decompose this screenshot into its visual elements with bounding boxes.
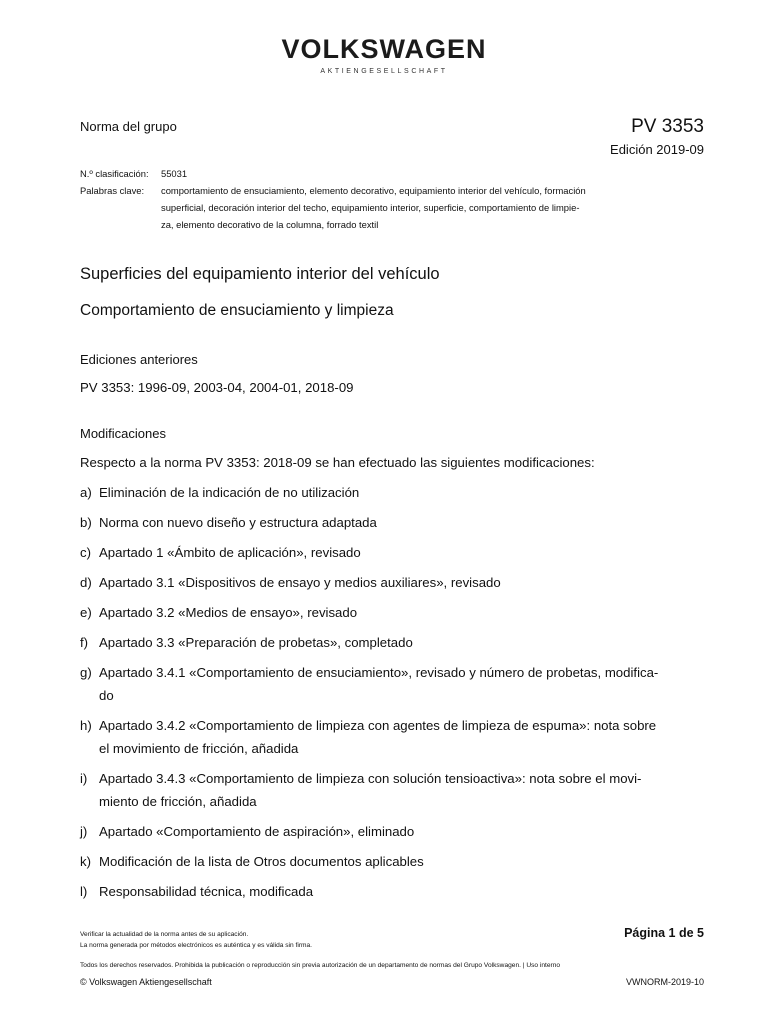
classification-value: 55031 bbox=[161, 168, 188, 179]
list-item-line: Apartado 3.1 «Dispositivos de ensayo y medios auxiliares», revisado bbox=[99, 575, 501, 590]
list-item-line: do bbox=[99, 688, 114, 703]
list-item-text bbox=[99, 631, 705, 654]
list-item-label: e) bbox=[80, 605, 92, 620]
list-item bbox=[80, 714, 705, 760]
list-item-text bbox=[99, 850, 705, 873]
list-item-text bbox=[99, 661, 705, 707]
list-item bbox=[80, 767, 705, 813]
standard-number: PV 3353 bbox=[631, 116, 704, 137]
keywords-line: superficial, decoración interior del techo, equipamiento interior, superficie, comportamiento de limpie- bbox=[161, 202, 580, 213]
list-item bbox=[80, 880, 705, 903]
footer-copyright: © Volkswagen Aktiengesellschaft bbox=[80, 977, 212, 987]
edition: Edición 2019-09 bbox=[610, 142, 704, 157]
list-item-text bbox=[99, 481, 705, 504]
list-item-label: i) bbox=[80, 771, 88, 786]
list-item-line: el movimiento de fricción, añadida bbox=[99, 741, 299, 756]
list-item bbox=[80, 820, 705, 843]
list-item-text bbox=[99, 880, 705, 903]
list-item-line: Norma con nuevo diseño y estructura adaptada bbox=[99, 515, 377, 530]
list-item-label: l) bbox=[80, 884, 88, 899]
list-item-label: d) bbox=[80, 575, 92, 590]
document-title: Superficies del equipamiento interior del vehículo bbox=[80, 265, 440, 283]
list-item-label: b) bbox=[80, 515, 92, 530]
list-item bbox=[80, 601, 705, 624]
list-item bbox=[80, 661, 705, 707]
metadata bbox=[80, 165, 640, 233]
list-item-text bbox=[99, 767, 705, 813]
list-item-label: k) bbox=[80, 854, 91, 869]
list-item bbox=[80, 850, 705, 873]
list-item-line: Apartado 3.4.3 «Comportamiento de limpieza con solución tensioactiva»: nota sobre el movi- bbox=[99, 771, 642, 786]
list-item bbox=[80, 541, 705, 564]
list-item-text bbox=[99, 820, 705, 843]
list-item-line: Responsabilidad técnica, modificada bbox=[99, 884, 314, 899]
brand-name: VOLKSWAGEN bbox=[281, 34, 487, 64]
modifications-heading: Modificaciones bbox=[80, 426, 166, 441]
classification-row bbox=[80, 165, 640, 182]
footer-rights-note: Todos los derechos reservados. Prohibida la publicación o reproducción sin previa autorización de un departamento de normas del Grupo Volkswagen. | Uso interno bbox=[80, 962, 561, 969]
classification-key: N.º clasificación: bbox=[80, 168, 149, 179]
list-item-text bbox=[99, 601, 705, 624]
list-item-line: Apartado «Comportamiento de aspiración», eliminado bbox=[99, 824, 415, 839]
keywords-line: za, elemento decorativo de la columna, forrado textil bbox=[161, 219, 379, 230]
footer-verify-note: Verificar la actualidad de la norma antes de su aplicación. bbox=[80, 931, 249, 938]
modifications-intro: Respecto a la norma PV 3353: 2018-09 se han efectuado las siguientes modificaciones: bbox=[80, 455, 595, 470]
list-item-label: a) bbox=[80, 485, 92, 500]
list-item-text bbox=[99, 511, 705, 534]
footer-form-code: VWNORM-2019-10 bbox=[625, 977, 704, 987]
list-item-line: Apartado 3.2 «Medios de ensayo», revisado bbox=[99, 605, 358, 620]
list-item-line: Eliminación de la indicación de no utilización bbox=[99, 485, 360, 500]
list-item bbox=[80, 631, 705, 654]
list-item-line: Apartado 1 «Ámbito de aplicación», revisado bbox=[99, 545, 361, 560]
footer-electronic-note: La norma generada por métodos electrónicos es auténtica y es válida sin firma. bbox=[80, 942, 313, 949]
previous-editions-text: PV 3353: 1996-09, 2003-04, 2004-01, 2018-09 bbox=[80, 380, 354, 395]
list-item-label: c) bbox=[80, 545, 91, 560]
list-item-label: h) bbox=[80, 718, 92, 733]
list-item-text bbox=[99, 571, 705, 594]
list-item-label: f) bbox=[80, 635, 89, 650]
keywords-value bbox=[161, 182, 640, 233]
modifications-list bbox=[80, 481, 705, 910]
list-item-text bbox=[99, 714, 705, 760]
list-item-line: miento de fricción, añadida bbox=[99, 794, 257, 809]
page-number: Página 1 de 5 bbox=[624, 926, 704, 940]
keywords-line: comportamiento de ensuciamiento, elemento decorativo, equipamiento interior del vehículo, formación bbox=[161, 185, 586, 196]
document-subtitle: Comportamiento de ensuciamiento y limpieza bbox=[80, 302, 394, 319]
list-item bbox=[80, 571, 705, 594]
brand-logo bbox=[0, 34, 768, 75]
list-item-text bbox=[99, 541, 705, 564]
list-item bbox=[80, 511, 705, 534]
list-item-label: j) bbox=[80, 824, 88, 839]
document-type: Norma del grupo bbox=[80, 119, 177, 134]
list-item-line: Apartado 3.4.1 «Comportamiento de ensuciamiento», revisado y número de probetas, modifica- bbox=[99, 665, 659, 680]
list-item-line: Apartado 3.4.2 «Comportamiento de limpieza con agentes de limpieza de espuma»: nota sobre bbox=[99, 718, 657, 733]
keywords-row bbox=[80, 182, 640, 233]
previous-editions-heading: Ediciones anteriores bbox=[80, 352, 198, 367]
list-item bbox=[80, 481, 705, 504]
keywords-key: Palabras clave: bbox=[80, 185, 145, 196]
brand-subtitle: AKTIENGESELLSCHAFT bbox=[320, 68, 448, 75]
list-item-line: Modificación de la lista de Otros documentos aplicables bbox=[99, 854, 424, 869]
list-item-line: Apartado 3.3 «Preparación de probetas», completado bbox=[99, 635, 413, 650]
list-item-label: g) bbox=[80, 665, 92, 680]
